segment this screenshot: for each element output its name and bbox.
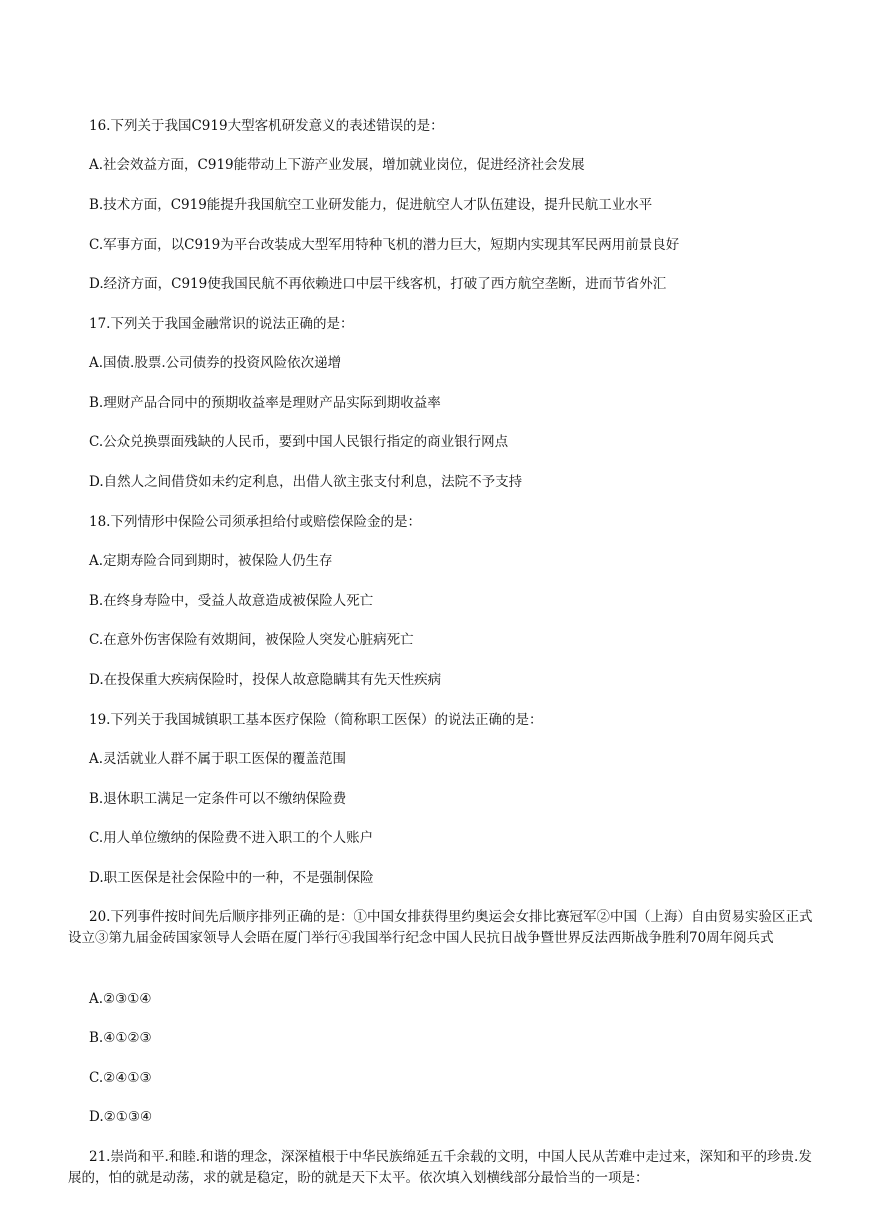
question-16-stem: 16.下列关于我国C919大型客机研发意义的表述错误的是：: [89, 118, 444, 134]
question-16-option-b: B.技术方面，C919能提升我国航空工业研发能力，促进航空人才队伍建设，提升民航工业水平: [89, 197, 653, 213]
question-19-stem: 19.下列关于我国城镇职工基本医疗保险（简称职工医保）的说法正确的是：: [89, 712, 543, 728]
question-20-option-d: D.②①③④: [89, 1109, 153, 1125]
question-20-option-c: C.②④①③: [89, 1070, 152, 1086]
question-21-stem: 21.崇尚和平.和睦.和谐的理念，深深植根于中华民族绵延五千余载的文明，中国人民从苦难中走过来，深知和平的珍贵.发展的，怕的就是动荡，求的就是稳定，盼的就是天下太平。依次填入划横线部分最恰当的一项是：: [68, 1149, 812, 1186]
question-18-option-c: C.在意外伤害保险有效期间，被保险人突发心脏病死亡: [89, 632, 414, 648]
question-16-option-c: C.军事方面，以C919为平台改装成大型军用特种飞机的潜力巨大，短期内实现其军民两用前景良好: [89, 237, 680, 253]
question-19-option-a: A.灵活就业人群不属于职工医保的覆盖范围: [89, 751, 347, 767]
question-16-option-a: A.社会效益方面，C919能带动上下游产业发展，增加就业岗位，促进经济社会发展: [89, 157, 585, 173]
question-17-option-d: D.自然人之间借贷如未约定利息，出借人欲主张支付利息，法院不予支持: [89, 474, 523, 490]
question-17-option-c: C.公众兑换票面残缺的人民币，要到中国人民银行指定的商业银行网点: [89, 434, 509, 450]
question-18-stem: 18.下列情形中保险公司须承担给付或赔偿保险金的是：: [89, 514, 421, 530]
question-16-option-d: D.经济方面，C919使我国民航不再依赖进口中层干线客机，打破了西方航空垄断，进而节省外汇: [89, 276, 667, 292]
question-19-option-c: C.用人单位缴纳的保险费不进入职工的个人账户: [89, 830, 374, 846]
question-18-option-d: D.在投保重大疾病保险时，投保人故意隐瞒其有先天性疾病: [89, 672, 442, 688]
question-20-option-b: B.④①②③: [89, 1030, 152, 1046]
question-17-option-a: A.国债.股票.公司债券的投资风险依次递增: [89, 355, 342, 371]
question-18-option-b: B.在终身寿险中，受益人故意造成被保险人死亡: [89, 593, 374, 609]
question-17-option-b: B.理财产品合同中的预期收益率是理财产品实际到期收益率: [89, 395, 441, 411]
question-17-stem: 17.下列关于我国金融常识的说法正确的是：: [89, 316, 354, 332]
question-18-option-a: A.定期寿险合同到期时，被保险人仍生存: [89, 553, 333, 569]
question-19-option-b: B.退休职工满足一定条件可以不缴纳保险费: [89, 791, 347, 807]
question-19-option-d: D.职工医保是社会保险中的一种，不是强制保险: [89, 870, 374, 886]
question-20-stem: 20.下列事件按时间先后顺序排列正确的是：①中国女排获得里约奥运会女排比赛冠军②中国（上海）自由贸易实验区正式设立③第九届金砖国家领导人会晤在厦门举行④我国举行纪念中国人民抗日战争暨世界反法西斯战争胜利70周年阅兵式: [68, 909, 813, 946]
question-20-option-a: A.②③①④: [89, 991, 152, 1007]
